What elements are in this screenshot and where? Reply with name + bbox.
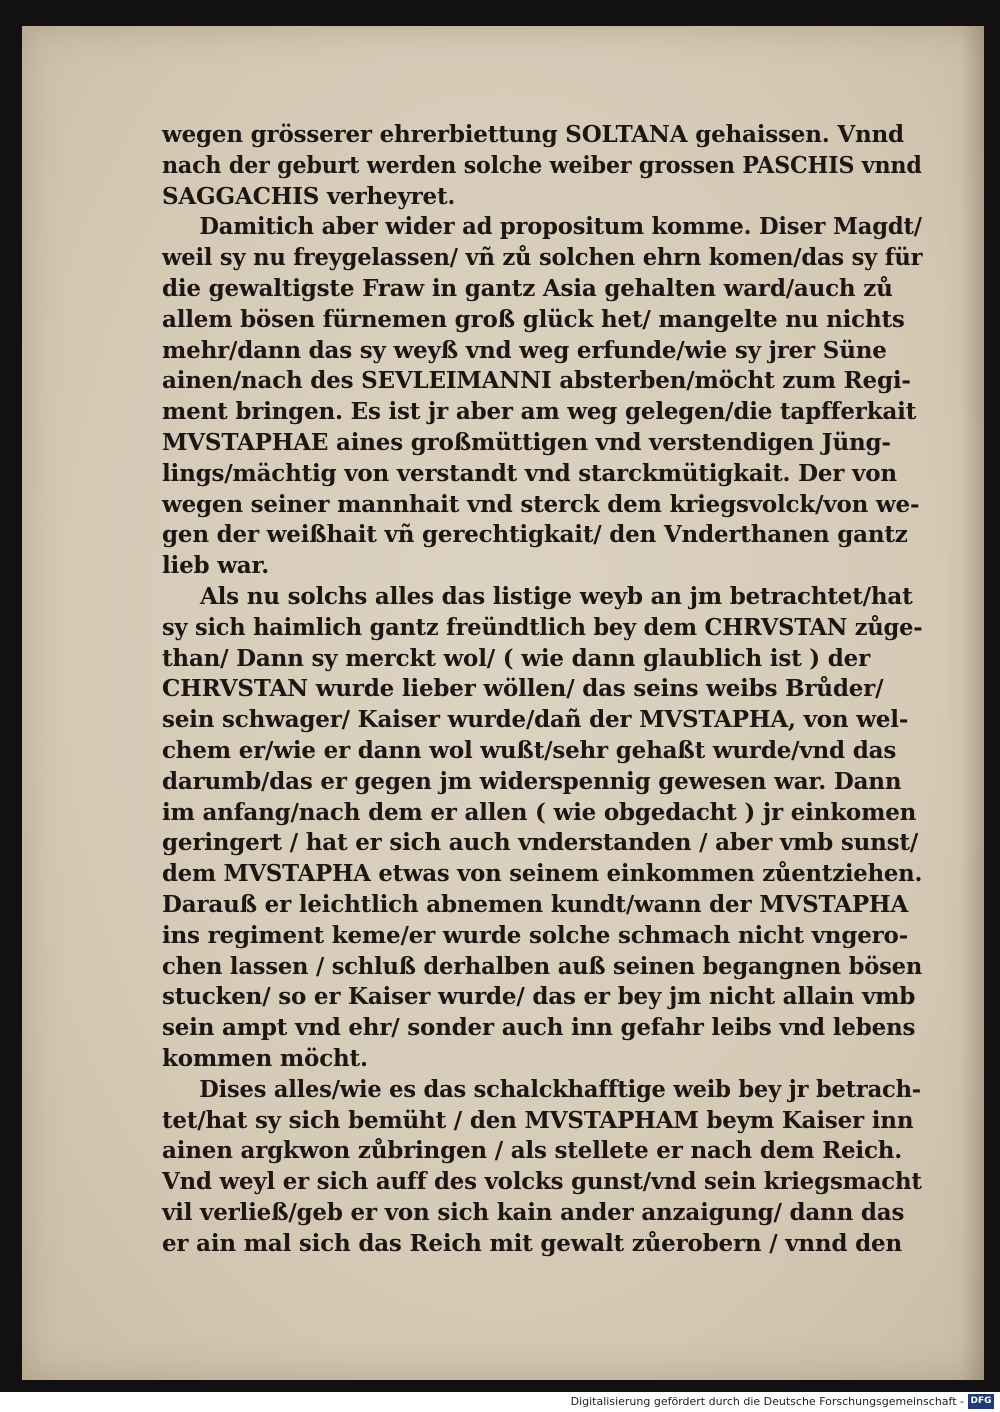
text-line: lieb war.	[162, 552, 270, 580]
text-line: nach der geburt werden solche weiber grossen PASCHIS vnnd	[162, 151, 922, 179]
text-line: Damitich aber wider ad propositum komme. Diser Magdt/	[199, 213, 922, 241]
text-line: lings/mächtig von verstandt vnd starckmütigkait. Der von	[162, 459, 897, 487]
text-line: CHRVSTAN wurde lieber wöllen/ das seins weibs Brůder/	[162, 675, 884, 703]
text-line: Als nu solchs alles das listige weyb an jm betrachtet/hat	[200, 582, 913, 610]
text-line: sein schwager/ Kaiser wurde/dañ der MVSTAPHA, von wel-	[162, 706, 909, 734]
text-line: er ain mal sich das Reich mit gewalt zůerobern / vnnd den	[162, 1229, 902, 1257]
text-line: wegen seiner mannhait vnd sterck dem kriegsvolck/von we-	[162, 490, 920, 518]
text-line: MVSTAPHAE aines großmüttigen vnd verstendigen Jüng-	[162, 428, 891, 456]
text-line: Dises alles/wie es das schalckhafftige weib bey jr betrach-	[199, 1075, 921, 1103]
text-line: Darauß er leichtlich abnemen kundt/wann der MVSTAPHA	[162, 890, 909, 918]
text-line: mehr/dann das sy weyß vnd weg erfunde/wie sy jrer Süne	[162, 336, 887, 364]
page-edge-shadow	[962, 26, 984, 1380]
text-line: allem bösen fürnemen groß glück het/ mangelte nu nichts	[162, 305, 905, 333]
text-line: dem MVSTAPHA etwas von seinem einkommen zůentziehen.	[162, 860, 923, 888]
text-line: sein ampt vnd ehr/ sonder auch inn gefahr leibs vnd lebens	[162, 1014, 916, 1042]
text-line: ins regiment keme/er wurde solche schmach nicht vngero-	[162, 921, 909, 949]
text-line: vil verließ/geb er von sich kain ander anzaigung/ dann das	[162, 1198, 905, 1226]
text-line: stucken/ so er Kaiser wurde/ das er bey jm nicht allain vmb	[162, 983, 916, 1011]
text-line: chem er/wie er dann wol wußt/sehr gehaßt wurde/vnd das	[162, 736, 897, 764]
text-line: die gewaltigste Fraw in gantz Asia gehalten ward/auch zů	[162, 274, 893, 302]
text-line: than/ Dann sy merckt wol/ ( wie dann glaublich ist ) der	[162, 644, 871, 672]
text-line: ainen argkwon zůbringen / als stellete er nach dem Reich.	[162, 1137, 903, 1165]
text-line: kommen möcht.	[162, 1044, 368, 1072]
funding-credit: Digitalisierung gefördert durch die Deutsche Forschungsgemeinschaft -	[570, 1395, 964, 1408]
digitization-footer	[0, 1392, 1000, 1412]
text-line: chen lassen / schluß derhalben auß seinen begangnen bösen	[162, 952, 923, 980]
dfg-logo: DFG	[968, 1394, 994, 1409]
text-line: tet/hat sy sich bemüht / den MVSTAPHAM beym Kaiser inn	[162, 1106, 914, 1134]
text-line: ainen/nach des SEVLEIMANNI absterben/möcht zum Regi-	[162, 367, 911, 395]
text-line: weil sy nu freygelassen/ vñ zů solchen ehrn komen/das sy für	[162, 244, 923, 272]
text-line: SAGGACHIS verheyret.	[162, 182, 456, 210]
text-line: geringert / hat er sich auch vnderstanden / aber vmb sunst/	[162, 829, 919, 857]
text-line: Vnd weyl er sich auff des volcks gunst/vnd sein kriegsmacht	[162, 1168, 922, 1196]
text-line: darumb/das er gegen jm widerspennig gewesen war. Dann	[162, 767, 902, 795]
book-page	[22, 26, 984, 1380]
text-line: gen der weißhait vñ gerechtigkait/ den Vnderthanen gantz	[162, 521, 908, 549]
text-line: ment bringen. Es ist jr aber am weg gelegen/die tapfferkait	[162, 398, 917, 426]
text-line: im anfang/nach dem er allen ( wie obgedacht ) jr einkomen	[162, 798, 917, 826]
text-line: wegen grösserer ehrerbiettung SOLTANA gehaissen. Vnnd	[162, 121, 904, 148]
text-line: sy sich haimlich gantz freündtlich bey dem CHRVSTAN zůge-	[162, 613, 923, 641]
page-text-block	[162, 120, 922, 1259]
